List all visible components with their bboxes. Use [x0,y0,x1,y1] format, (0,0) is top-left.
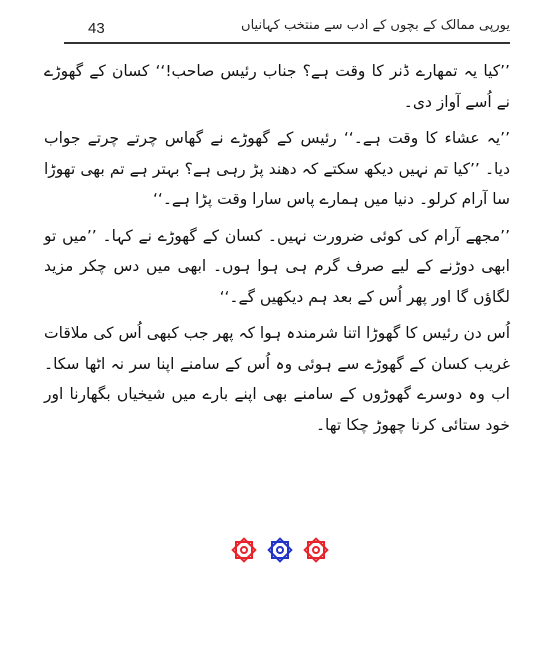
section-ornaments [0,536,559,572]
paragraph: اُس دن رئیس کا گھوڑا اتنا شرمندہ ہوا کہ پھر جب کبھی اُس کی ملاقات غریب کسان کے گھوڑے سے ہوئی وہ اُس کے سامنے اپنا سر نہ اٹھا سکا۔ اب وہ دوسرے گھوڑوں کے سامنے بھی اپنے بارے میں شیخیاں بگھارنا اور خود ستائی کرنا چھوڑ چکا تھا۔ [44,324,510,434]
star-ornament-icon [230,536,258,564]
paragraph: ’’کیا یہ تمھارے ڈنر کا وقت ہے؟ جناب رئیس صاحب!‘‘ کسان کے گھوڑے نے اُسے آواز دی۔ [44,62,510,111]
star-ornament-icon [302,536,330,564]
page-header [64,14,510,44]
star-ornament-icon [266,536,294,564]
paragraph: ’’یہ عشاء کا وقت ہے۔‘‘ رئیس کے گھوڑے نے گھاس چرتے چرتے جواب دیا۔ ’’کیا تم نہیں دیکھ سکتے کہ دھند پڑ رہی ہے؟ بہتر ہے تم بھی تھوڑا سا آرام کرلو۔ دنیا میں ہمارے پاس سارا وقت پڑا ہے۔‘‘ [44,129,510,208]
story-text [44,56,510,446]
header-rule [64,42,510,44]
running-title: یورپی ممالک کے بچوں کے ادب سے منتخب کہانیاں [241,18,510,33]
paragraph: ’’مجھے آرام کی کوئی ضرورت نہیں۔ کسان کے گھوڑے نے کہا۔ ’’میں تو ابھی دوڑنے کے لیے صرف گرم ہی ہوا ہوں۔ ابھی میں دس چکر مزید لگاؤں گا اور پھر اُس کے بعد ہم دیکھیں گے۔‘‘ [44,226,510,306]
page-number: 43 [88,20,105,37]
